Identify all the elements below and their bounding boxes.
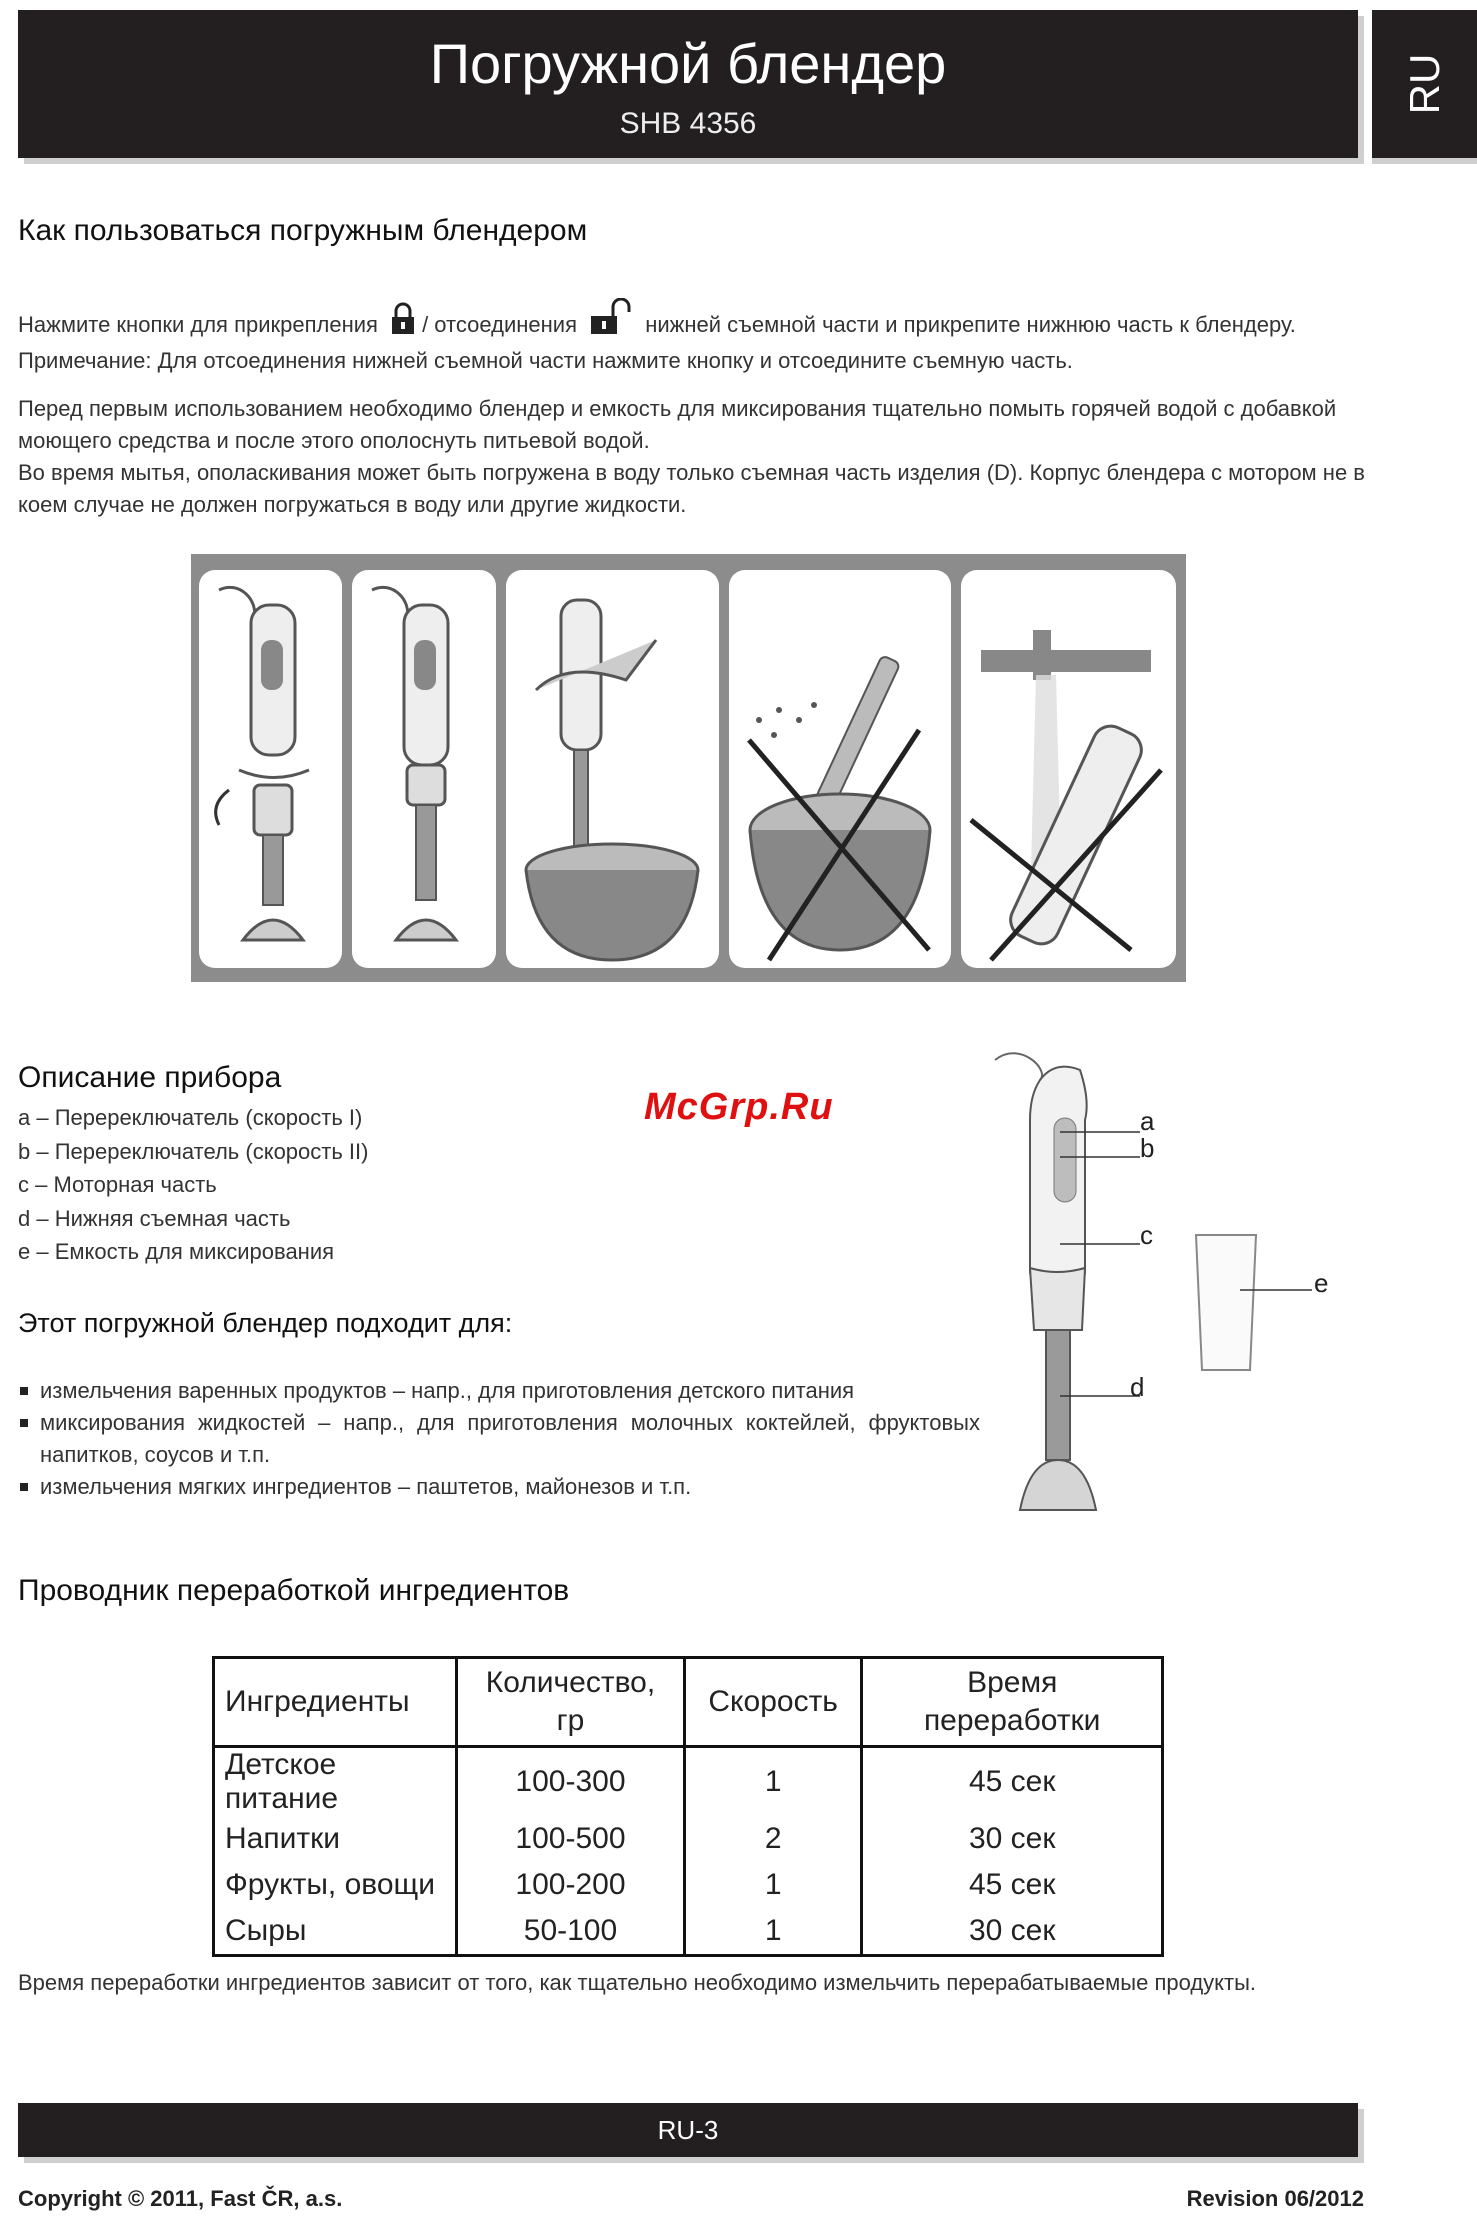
label-c: c: [1140, 1220, 1153, 1250]
label-b: b: [1140, 1133, 1155, 1163]
immersion-paragraph: Во время мытья, ополаскивания может быть погружена в воду только съемная часть изделия (D). Корпус блендера с мотором не в коем случае не должен погружаться в воду или другие жидкости.: [18, 460, 1365, 517]
cleaning-illustration: [191, 554, 1186, 982]
page-title: Погружной блендер: [429, 32, 947, 95]
attach-text-a: Нажмите кнопки для прикрепления: [18, 312, 378, 337]
cell-ingredient: Детское питание: [214, 1747, 457, 1817]
cell-time: 45 сек: [862, 1862, 1163, 1908]
cell-time: 45 сек: [862, 1747, 1163, 1817]
cell-ingredient: Фрукты, овощи: [214, 1862, 457, 1908]
language-code: RU: [1400, 53, 1448, 115]
cell-speed: 1: [684, 1747, 861, 1817]
table-header-row: [214, 1658, 1163, 1747]
cell-speed: 1: [684, 1862, 861, 1908]
suitable-title: Этот погружной блендер подходит для:: [18, 1308, 513, 1338]
list-item: c – Моторная часть: [18, 1172, 217, 1197]
guide-note: Время переработки ингредиентов зависит от того, как тщательно необходимо измельчить перерабатываемые продукты.: [18, 1970, 1257, 1995]
label-e: e: [1314, 1268, 1329, 1298]
attach-text-b: / отсоединения: [422, 312, 577, 337]
cell-quantity: 50-100: [457, 1908, 685, 1956]
cell-speed: 2: [684, 1816, 861, 1862]
cell-ingredient: Сыры: [214, 1908, 457, 1956]
panel-no-dishwasher: [729, 570, 951, 968]
table-row: [214, 1816, 1163, 1862]
header-bar: [18, 10, 1358, 158]
guide-title: Проводник переработкой ингредиентов: [18, 1574, 570, 1607]
header-speed: Скорость: [684, 1658, 861, 1747]
list-item: измельчения варенных продуктов – напр., для приготовления детского питания: [18, 1375, 980, 1407]
list-item: миксирования жидкостей – напр., для приготовления молочных коктейлей, фруктовых напитков, соусов и т.п.: [18, 1407, 980, 1471]
usage-title: Как пользоваться погружным блендером: [18, 214, 588, 247]
unlock-icon: [587, 298, 635, 345]
processing-table: [212, 1656, 1164, 1957]
cell-time: 30 сек: [862, 1816, 1163, 1862]
lock-icon: [388, 302, 418, 345]
page-number: RU-3: [657, 2115, 719, 2145]
description-title: Описание прибора: [18, 1061, 282, 1094]
cell-speed: 1: [684, 1908, 861, 1956]
blender-diagram: [990, 1040, 1380, 1530]
table-row: [214, 1747, 1163, 1817]
table-row: [214, 1862, 1163, 1908]
suitable-list: [18, 1375, 980, 1503]
model-number: SHB 4356: [619, 107, 757, 140]
attach-line: [18, 298, 1368, 345]
copyright: Copyright © 2011, Fast ČR, a.s.: [18, 2186, 343, 2211]
cell-ingredient: Напитки: [214, 1816, 457, 1862]
label-d: d: [1130, 1372, 1145, 1402]
panel-no-water: [961, 570, 1176, 968]
cell-quantity: 100-300: [457, 1747, 685, 1817]
cell-quantity: 100-200: [457, 1862, 685, 1908]
usage-instructions: [18, 298, 1368, 377]
revision: Revision 06/2012: [1186, 2186, 1364, 2211]
list-item: b – Перереключатель (скорость II): [18, 1138, 369, 1164]
note-line: Примечание: Для отсоединения нижней съемной части нажмите кнопку и отсоедините съемную часть.: [18, 348, 1073, 373]
panel-blending: [506, 570, 719, 968]
list-item: d – Нижняя съемная часть: [18, 1205, 291, 1231]
list-item: измельчения мягких ингредиентов – паштетов, майонезов и т.п.: [18, 1471, 980, 1503]
watermark: McGrp.Ru: [644, 1086, 834, 1128]
table-row: [214, 1908, 1163, 1956]
footer-bar: [18, 2103, 1358, 2157]
header-quantity: Количество, гр: [457, 1658, 685, 1747]
list-item: a – Перереключатель (скорость I): [18, 1105, 363, 1130]
label-a: a: [1140, 1106, 1155, 1136]
header-time: Время переработки: [862, 1658, 1163, 1747]
list-item: e – Емкость для миксирования: [18, 1239, 335, 1264]
parts-list: [18, 1101, 368, 1269]
cell-time: 30 сек: [862, 1908, 1163, 1956]
header-ingredients: Ингредиенты: [214, 1658, 457, 1747]
wash-paragraph: Перед первым использованием необходимо блендер и емкость для миксирования тщательно помыть горячей водой с добавкой моющего средства и после этого ополоснуть питьевой водой.: [18, 396, 1337, 453]
cell-quantity: 100-500: [457, 1816, 685, 1862]
language-tab: [1372, 10, 1477, 158]
panel-detach: [199, 570, 342, 968]
attach-text-c: нижней съемной части и прикрепите нижнюю часть к блендеру.: [645, 312, 1296, 337]
panel-attached: [352, 570, 496, 968]
